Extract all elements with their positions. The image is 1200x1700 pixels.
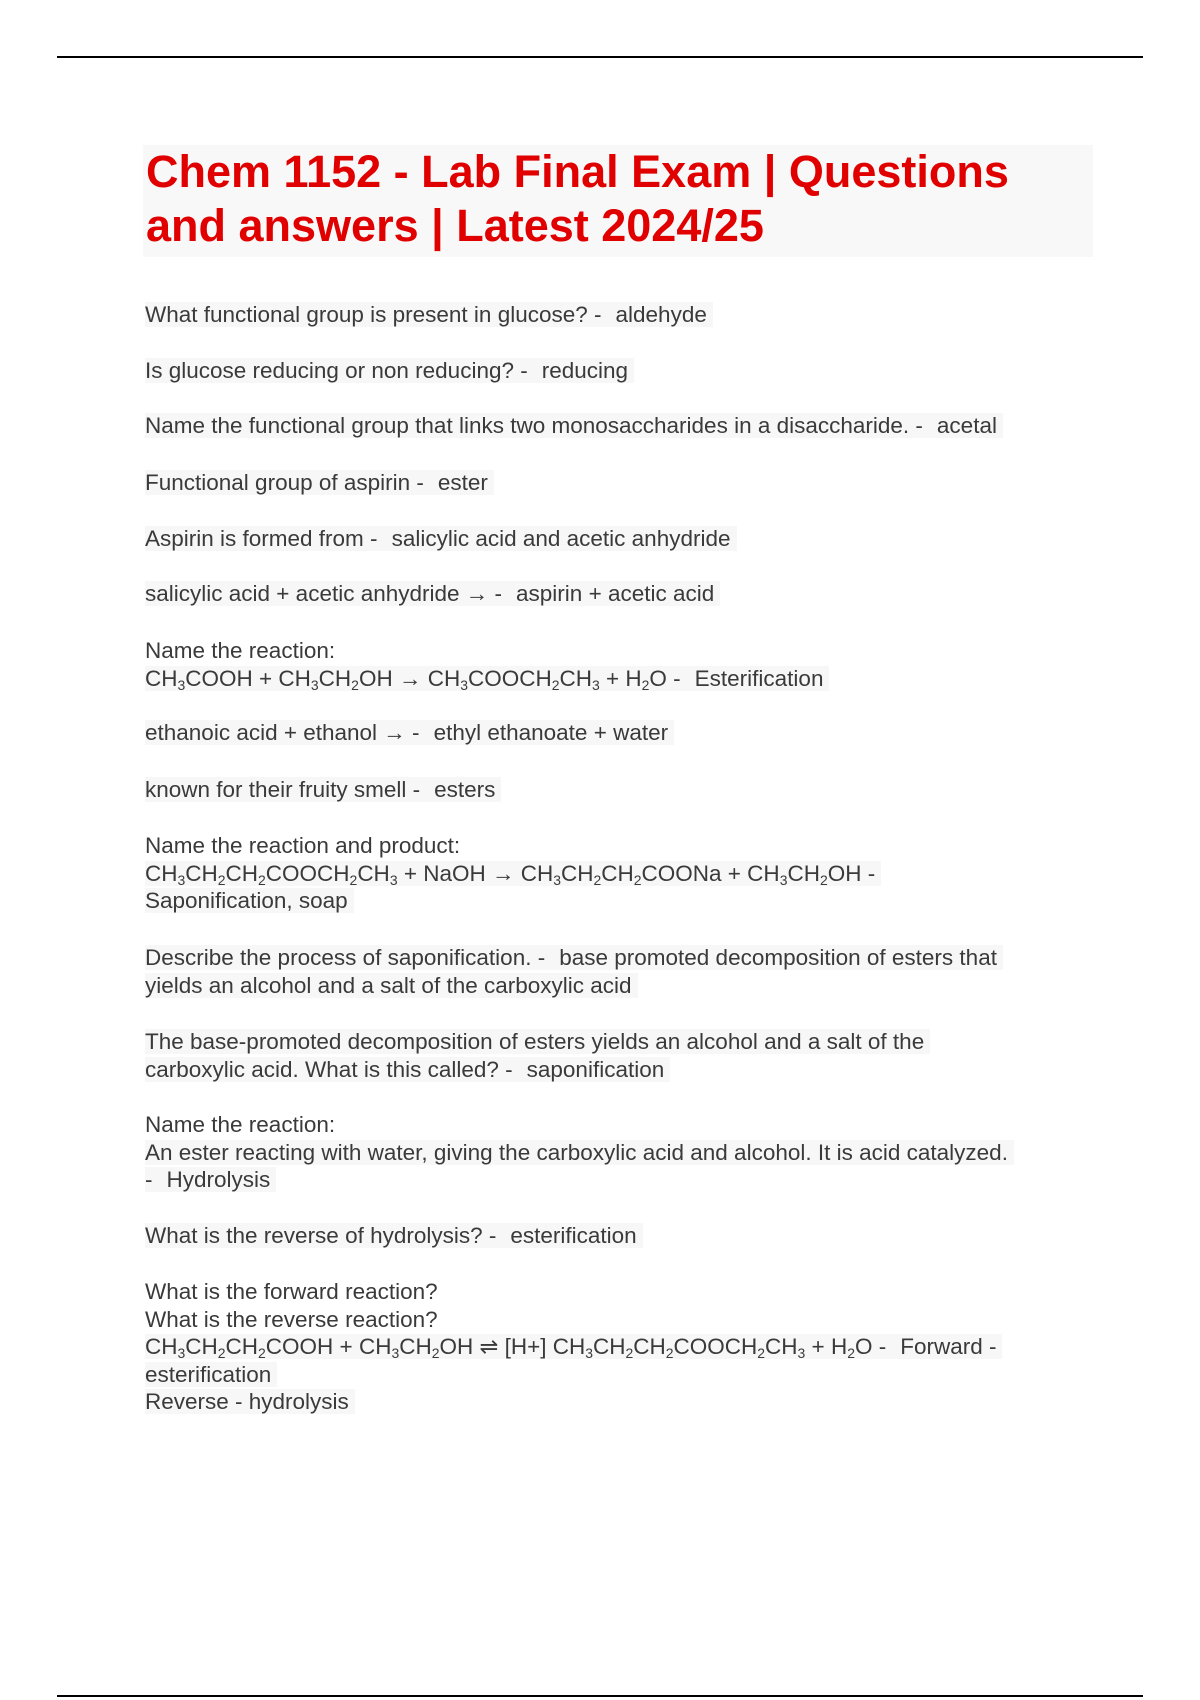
title-line-1: Chem 1152 - Lab Final Exam | Questions: [146, 146, 1009, 197]
qa-item: [145, 944, 1090, 999]
qa-item: [145, 357, 1090, 385]
question-text: Name the functional group that links two monosaccharides in a disaccharide. -: [145, 413, 923, 438]
qa-item: [145, 776, 1090, 804]
answer-text: ester: [437, 470, 488, 495]
qa-item: [145, 525, 1090, 553]
question-text-continued: An ester reacting with water, giving the carboxylic acid and alcohol. It is acid catalyzed.: [145, 1140, 1014, 1165]
answer-text: salicylic acid and acetic anhydride: [391, 526, 731, 551]
question-text-continued: carboxylic acid. What is this called? -: [145, 1056, 513, 1082]
answer-text: reducing: [541, 358, 629, 383]
equation-text: $CH_3COOH + CH_3CH_2OH$ → $CH_3COOCH_2CH_3 + H_2O$ -: [145, 665, 681, 693]
question-text-continued: What is the reverse reaction?: [145, 1306, 438, 1332]
answer-text-continued: yields an alcohol and a salt of the carboxylic acid: [145, 973, 638, 998]
question-text: Functional group of aspirin -: [145, 470, 424, 495]
qa-item: [145, 412, 1090, 440]
qa-item: [145, 469, 1090, 497]
qa-item: [145, 1278, 1090, 1416]
answer-text: ethyl ethanoate + water: [433, 720, 669, 745]
answer-text: saponification: [526, 1056, 665, 1082]
answer-text-reverse: Reverse - hydrolysis: [145, 1389, 355, 1414]
answer-text: Saponification, soap: [145, 888, 354, 913]
qa-item: [145, 832, 1090, 915]
document-title: [146, 145, 1096, 253]
question-text: ethanoic acid + ethanol → -: [145, 720, 420, 745]
answer-text: Hydrolysis: [166, 1167, 271, 1192]
answer-text: Esterification: [694, 665, 824, 691]
dash-separator: -: [145, 1167, 153, 1192]
qa-item: [145, 580, 1090, 608]
answer-text: acetal: [936, 413, 997, 438]
question-text: known for their fruity smell -: [145, 777, 421, 802]
answer-text: base promoted decomposition of esters that: [559, 945, 997, 970]
qa-item: [145, 301, 1090, 329]
question-text: What is the forward reaction?: [145, 1279, 438, 1304]
question-text: Describe the process of saponification. -: [145, 945, 546, 970]
question-text: The base-promoted decomposition of esters yields an alcohol and a salt of the: [145, 1029, 930, 1054]
equation-text: $CH_3CH_2CH_2COOCH_2CH_3$ + NaOH → $CH_3CH_2CH_2COONa + CH_3CH_2OH$ -: [145, 861, 881, 886]
question-text: Is glucose reducing or non reducing? -: [145, 358, 528, 383]
title-line-2: and answers | Latest 2024/25: [146, 200, 764, 251]
qa-item: [145, 719, 1090, 747]
question-text: What is the reverse of hydrolysis? -: [145, 1223, 497, 1248]
answer-text: esterification: [510, 1223, 637, 1248]
question-text: Name the reaction:: [145, 638, 336, 663]
question-text: Aspirin is formed from -: [145, 526, 378, 551]
qa-item: [145, 1222, 1090, 1250]
answer-text: aldehyde: [615, 302, 707, 327]
question-text: salicylic acid + acetic anhydride → -: [145, 581, 503, 606]
qa-item: [145, 637, 1090, 692]
qa-item: [145, 1111, 1090, 1194]
equation-text: $CH_3CH_2CH_2COOH + CH_3CH_2OH$ ⇌ [H+] $CH_3CH_2CH_2COOCH_2CH_3 + H_2O$ -: [145, 1334, 887, 1362]
footer-rule: [57, 1695, 1143, 1697]
answer-text: esters: [434, 777, 496, 802]
answer-text: aspirin + acetic acid: [516, 581, 715, 606]
answer-text-continued: esterification: [145, 1362, 277, 1387]
question-text: Name the reaction and product:: [145, 833, 461, 858]
question-text: Name the reaction:: [145, 1112, 336, 1137]
qa-item: [145, 1028, 1090, 1083]
header-rule: [57, 56, 1143, 58]
question-text: What functional group is present in glucose? -: [145, 302, 602, 327]
answer-text: Forward -: [900, 1334, 997, 1359]
